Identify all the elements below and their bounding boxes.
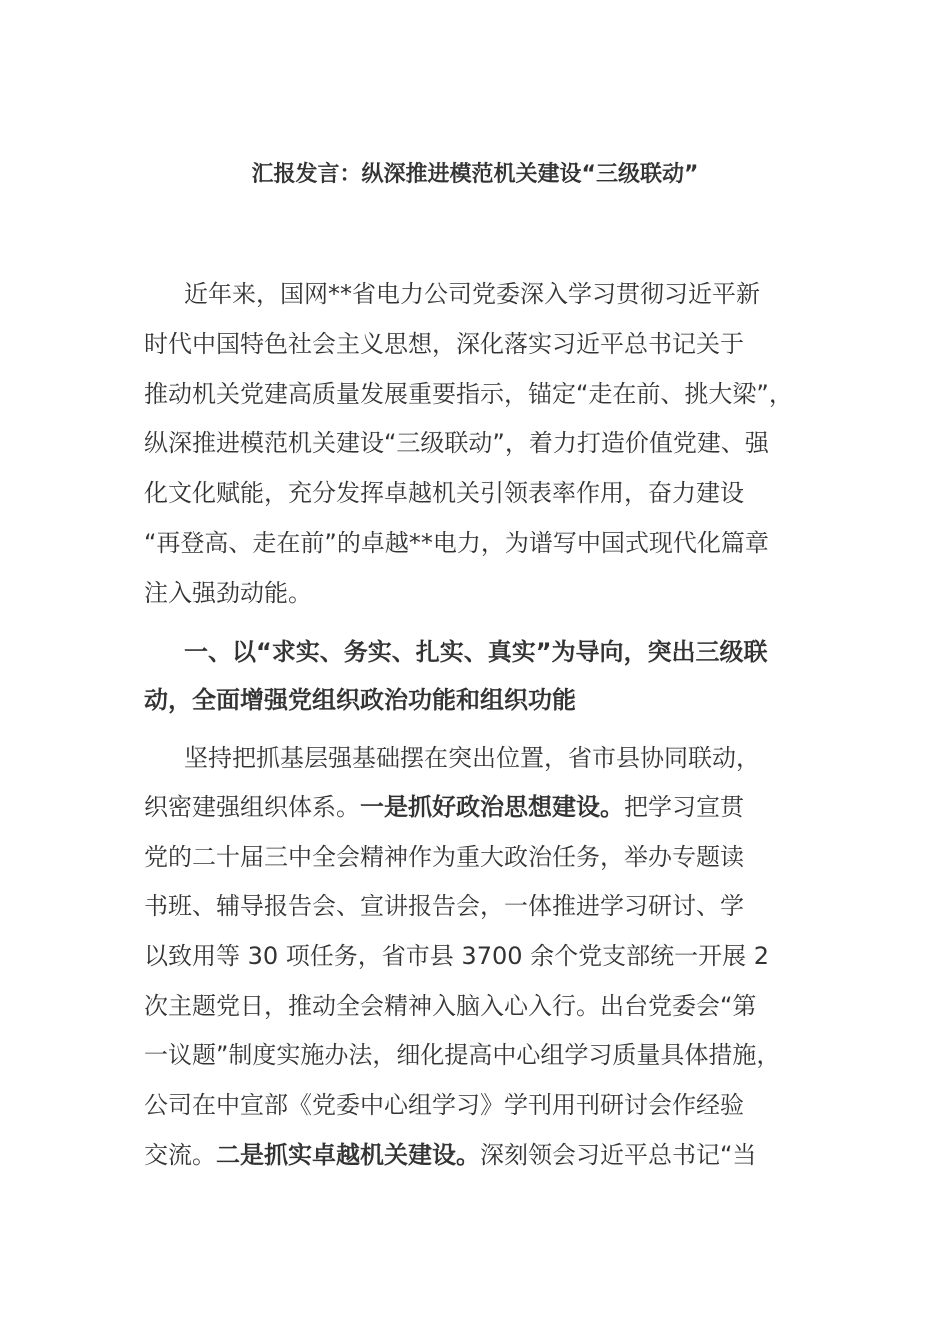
- paragraph-line: 次主题党日，推动全会精神入脑入心入行。出台党委会“第: [144, 992, 757, 1020]
- paragraph-line: 近年来，国网**省电力公司党委深入学习贯彻习近平新: [184, 280, 760, 308]
- paragraph-line: 一议题”制度实施办法，细化提高中心组学习质量具体措施，: [144, 1041, 781, 1069]
- text-run: 深刻领会习近平总书记“当: [480, 1141, 757, 1169]
- bold-run: 一是抓好政治思想建设。: [360, 793, 624, 821]
- paragraph-line: “再登高、走在前”的卓越**电力，为谱写中国式现代化篇章: [144, 529, 769, 557]
- paragraph-line: 纵深推进模范机关建设“三级联动”，着力打造价值党建、强: [144, 429, 769, 457]
- paragraph-line: [144, 787, 744, 827]
- paragraph-line: 注入强劲动能。: [144, 579, 312, 607]
- paragraph-line: 公司在中宣部《党委中心组学习》学刊用刊研讨会作经验: [144, 1091, 744, 1119]
- section-heading-line: 动，全面增强党组织政治功能和组织功能: [144, 686, 576, 714]
- paragraph-line: 书班、辅导报告会、宣讲报告会，一体推进学习研讨、学: [144, 892, 744, 920]
- text-run: 交流。: [144, 1141, 216, 1169]
- document-title: 汇报发言：纵深推进模范机关建设“三级联动”: [251, 162, 699, 187]
- bold-run: 二是抓实卓越机关建设。: [216, 1141, 480, 1169]
- paragraph-line: [144, 1135, 756, 1175]
- paragraph-line: 时代中国特色社会主义思想，深化落实习近平总书记关于: [144, 330, 744, 358]
- section-heading-line: 一、以“求实、务实、扎实、真实”为导向，突出三级联: [184, 638, 768, 666]
- text-run: 把学习宣贯: [624, 793, 744, 821]
- text-run: 织密建强组织体系。: [144, 793, 360, 821]
- paragraph-line: 推动机关党建高质量发展重要指示，锚定“走在前、挑大梁”，: [144, 380, 793, 408]
- paragraph-line: 化文化赋能，充分发挥卓越机关引领表率作用，奋力建设: [144, 479, 744, 507]
- paragraph-line: 以致用等 30 项任务，省市县 3700 余个党支部统一开展 2: [144, 942, 770, 970]
- paragraph-line: 党的二十届三中全会精神作为重大政治任务，举办专题读: [144, 843, 744, 871]
- paragraph-line: 坚持把抓基层强基础摆在突出位置，省市县协同联动，: [184, 744, 760, 772]
